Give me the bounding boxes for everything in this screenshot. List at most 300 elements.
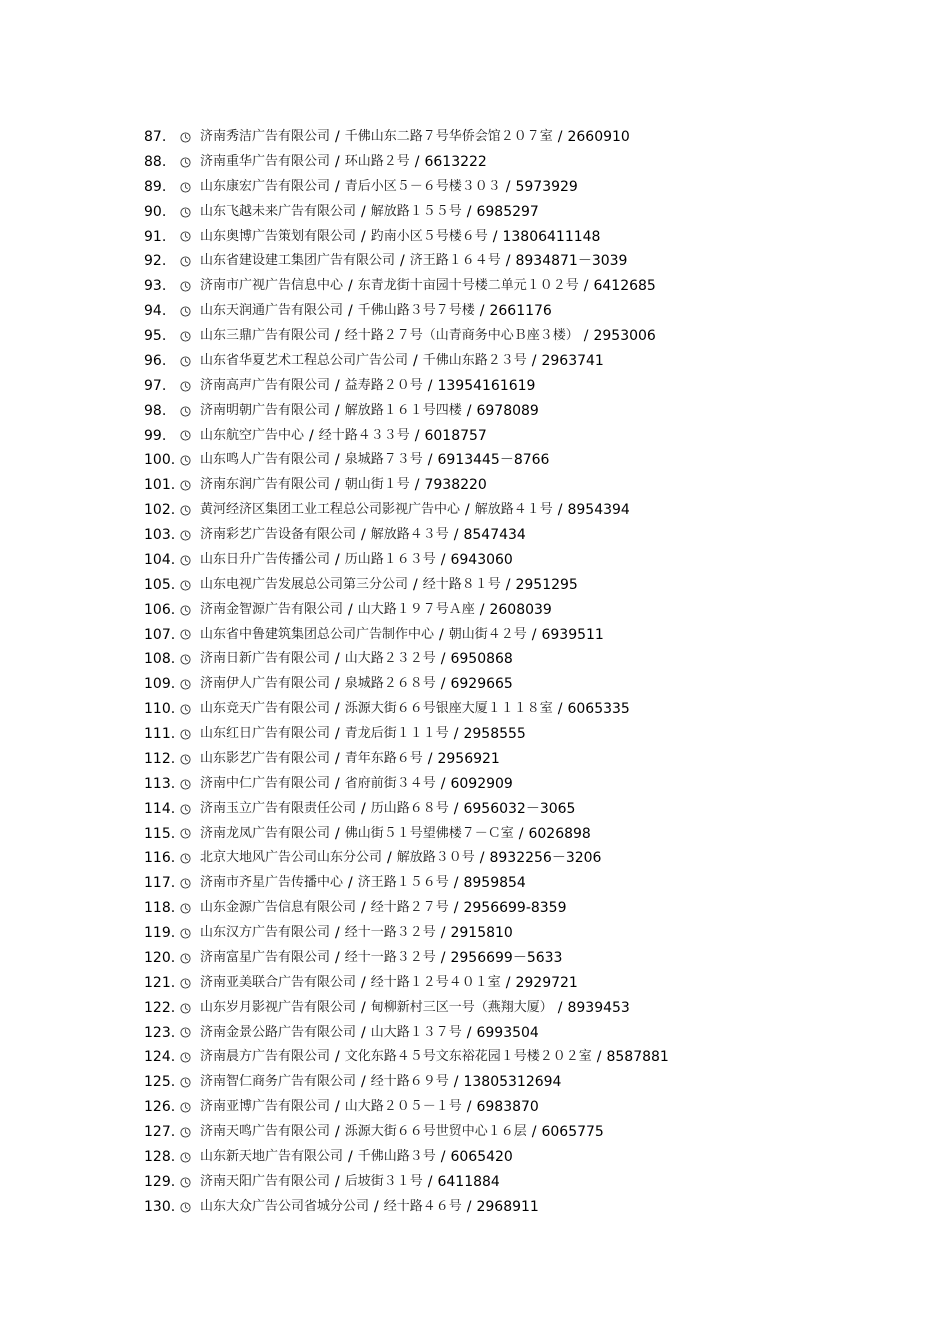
company-name: 山东奥博广告策划有限公司 bbox=[200, 228, 357, 244]
list-item bbox=[144, 225, 669, 250]
company-phone: 13954161619 bbox=[437, 377, 536, 394]
company-address: 千佛山东二路７号华侨会馆２０７室 bbox=[344, 129, 553, 144]
list-item bbox=[144, 747, 669, 772]
company-address: 经十路２７号 bbox=[370, 900, 449, 916]
company-address: 朝山街１号 bbox=[344, 477, 410, 493]
company-address: 千佛山东路２３号 bbox=[422, 352, 527, 368]
company-name: 山东航空广告中心 bbox=[200, 427, 305, 443]
company-name: 山东岁月影视广告有限公司 bbox=[200, 999, 357, 1015]
separator: / bbox=[505, 576, 511, 593]
separator: / bbox=[440, 551, 446, 568]
item-number: 102. bbox=[144, 502, 176, 519]
separator: / bbox=[427, 750, 433, 767]
separator: / bbox=[335, 775, 340, 792]
company-phone: 2915810 bbox=[450, 925, 513, 941]
company-address: 东青龙街十亩园十号楼二单元１０２号 bbox=[357, 278, 579, 294]
separator: / bbox=[453, 527, 459, 543]
separator: / bbox=[414, 477, 420, 494]
company-name: 济南市广视广告信息中心 bbox=[200, 278, 344, 294]
list-item bbox=[144, 797, 669, 822]
company-phone: 6613222 bbox=[424, 153, 487, 170]
company-address: 青年东路６号 bbox=[344, 750, 423, 766]
clock-icon bbox=[178, 555, 200, 566]
list-item bbox=[144, 200, 669, 225]
list-item bbox=[144, 150, 669, 175]
separator: / bbox=[440, 1148, 446, 1165]
company-address: 经十一路３２号 bbox=[344, 925, 436, 940]
item-number: 103. bbox=[144, 527, 176, 543]
company-phone: 2956699-8359 bbox=[463, 900, 567, 917]
company-address: 省府前街３４号 bbox=[344, 775, 436, 791]
company-name: 北京大地风广告公司山东分公司 bbox=[200, 850, 383, 866]
list-item bbox=[144, 1070, 669, 1095]
company-name: 山东鸣人广告有限公司 bbox=[200, 452, 331, 468]
item-number: 114. bbox=[144, 800, 176, 817]
clock-icon bbox=[178, 455, 200, 466]
company-name: 济南亚美联合广告有限公司 bbox=[200, 974, 357, 990]
company-address: 历山路１６３号 bbox=[344, 551, 436, 567]
clock-icon bbox=[178, 1027, 200, 1038]
clock-icon bbox=[178, 231, 200, 242]
separator: / bbox=[400, 253, 405, 270]
list-item bbox=[144, 722, 669, 747]
list-item bbox=[144, 971, 669, 996]
list-item bbox=[144, 498, 669, 523]
company-address: 青龙后街１１１号 bbox=[344, 726, 449, 741]
separator: / bbox=[361, 1024, 366, 1041]
company-address: 解放路３０号 bbox=[396, 850, 475, 866]
separator: / bbox=[361, 999, 366, 1016]
company-address: 青后小区５－６号楼３０３ bbox=[344, 178, 501, 194]
separator: / bbox=[335, 178, 340, 195]
company-address: 山大路２３２号 bbox=[344, 651, 436, 667]
company-phone: 6985297 bbox=[476, 203, 539, 220]
item-number: 97. bbox=[144, 377, 167, 394]
separator: / bbox=[557, 129, 563, 145]
company-phone: 8934871－3039 bbox=[515, 253, 628, 270]
list-item bbox=[144, 672, 669, 697]
separator: / bbox=[413, 576, 418, 593]
company-phone: 6956032－3065 bbox=[463, 800, 576, 817]
company-address: 解放路４１号 bbox=[474, 502, 553, 518]
list-item bbox=[144, 598, 669, 623]
company-phone: 2956921 bbox=[437, 750, 500, 767]
company-name: 济南天鸣广告有限公司 bbox=[200, 1124, 331, 1139]
company-name: 济南龙凤广告有限公司 bbox=[200, 825, 331, 841]
company-name: 济南伊人广告有限公司 bbox=[200, 676, 331, 692]
clock-icon bbox=[178, 629, 200, 640]
company-phone: 6411884 bbox=[437, 1173, 500, 1190]
list-item bbox=[144, 1045, 669, 1070]
company-phone: 6983870 bbox=[476, 1099, 539, 1116]
separator: / bbox=[453, 875, 459, 892]
separator: / bbox=[335, 651, 340, 668]
company-name: 山东新天地广告有限公司 bbox=[200, 1148, 344, 1164]
company-phone: 6993504 bbox=[476, 1024, 539, 1041]
separator: / bbox=[387, 850, 392, 867]
list-item bbox=[144, 523, 669, 548]
clock-icon bbox=[178, 207, 200, 218]
company-address: 经十路４３３号 bbox=[318, 427, 410, 443]
separator: / bbox=[335, 1099, 340, 1116]
list-item bbox=[144, 349, 669, 374]
clock-icon bbox=[178, 953, 200, 964]
company-address: 文化东路４５号文东裕花园１号楼２０２室 bbox=[344, 1049, 592, 1065]
company-phone: 2929721 bbox=[515, 974, 578, 991]
clock-icon bbox=[178, 331, 200, 342]
company-phone: 8932256－3206 bbox=[489, 850, 602, 867]
company-name: 山东飞越未来广告有限公司 bbox=[200, 203, 357, 219]
company-name: 山东电视广告发展总公司第三分公司 bbox=[200, 576, 409, 592]
company-address: 千佛山路３号 bbox=[357, 1148, 436, 1164]
company-address: 山大路１９７号Ａ座 bbox=[357, 601, 475, 617]
clock-icon bbox=[178, 754, 200, 765]
list-item bbox=[144, 1145, 669, 1170]
list-item bbox=[144, 697, 669, 722]
separator: / bbox=[335, 452, 340, 469]
separator: / bbox=[531, 352, 537, 369]
company-address: 山大路１３７号 bbox=[370, 1024, 462, 1040]
separator: / bbox=[557, 701, 563, 718]
item-number: 110. bbox=[144, 701, 176, 718]
separator: / bbox=[335, 701, 340, 718]
clock-icon bbox=[178, 903, 200, 914]
item-number: 91. bbox=[144, 228, 167, 245]
company-phone: 6978089 bbox=[476, 402, 539, 419]
separator: / bbox=[531, 626, 537, 643]
item-number: 119. bbox=[144, 925, 176, 941]
separator: / bbox=[414, 427, 420, 444]
company-address: 历山路６８号 bbox=[370, 800, 449, 816]
list-item bbox=[144, 1120, 669, 1145]
company-phone: 5973929 bbox=[515, 178, 578, 195]
separator: / bbox=[348, 1148, 353, 1165]
separator: / bbox=[466, 1024, 472, 1041]
separator: / bbox=[361, 974, 366, 991]
company-phone: 6065335 bbox=[567, 701, 630, 718]
company-name: 济南智仁商务广告有限公司 bbox=[200, 1074, 357, 1090]
clock-icon bbox=[178, 1152, 200, 1163]
company-address: 后坡街３１号 bbox=[344, 1173, 423, 1189]
company-phone: 2968911 bbox=[476, 1198, 539, 1215]
list-item bbox=[144, 324, 669, 349]
item-number: 93. bbox=[144, 278, 167, 295]
item-number: 109. bbox=[144, 676, 176, 693]
separator: / bbox=[361, 800, 366, 817]
item-number: 129. bbox=[144, 1173, 176, 1190]
separator: / bbox=[335, 925, 340, 941]
separator: / bbox=[440, 651, 446, 668]
clock-icon bbox=[178, 1003, 200, 1014]
list-item bbox=[144, 424, 669, 449]
separator: / bbox=[335, 825, 340, 842]
list-item bbox=[144, 448, 669, 473]
clock-icon bbox=[178, 1077, 200, 1088]
list-item bbox=[144, 299, 669, 324]
separator: / bbox=[348, 875, 353, 892]
item-number: 107. bbox=[144, 626, 176, 643]
company-name: 济南金智源广告有限公司 bbox=[200, 601, 344, 617]
company-name: 济南东润广告有限公司 bbox=[200, 477, 331, 493]
company-phone: 6412685 bbox=[593, 278, 656, 295]
separator: / bbox=[479, 601, 485, 618]
item-number: 118. bbox=[144, 900, 176, 917]
company-address: 甸柳新村三区一号（燕翔大厦） bbox=[370, 999, 553, 1015]
item-number: 130. bbox=[144, 1198, 176, 1215]
list-item bbox=[144, 871, 669, 896]
separator: / bbox=[335, 949, 340, 966]
company-address: 泺源大街６６号银座大厦１１１８室 bbox=[344, 701, 553, 717]
separator: / bbox=[505, 974, 511, 991]
separator: / bbox=[348, 303, 353, 320]
separator: / bbox=[361, 203, 366, 220]
clock-icon bbox=[178, 530, 200, 541]
company-name: 黄河经济区集团工业工程总公司影视广告中心 bbox=[200, 502, 461, 518]
clock-icon bbox=[178, 306, 200, 317]
company-address: 泉城路７３号 bbox=[344, 452, 423, 468]
item-number: 95. bbox=[144, 328, 167, 344]
company-phone: 2956699－5633 bbox=[450, 949, 563, 966]
separator: / bbox=[335, 1173, 340, 1190]
list-item bbox=[144, 772, 669, 797]
separator: / bbox=[335, 477, 340, 494]
company-address: 经十路４６号 bbox=[383, 1198, 462, 1214]
company-address: 泺源大街６６号世贸中心１６层 bbox=[344, 1124, 527, 1139]
separator: / bbox=[427, 452, 433, 469]
clock-icon bbox=[178, 256, 200, 267]
company-name: 山东天润通广告有限公司 bbox=[200, 303, 344, 319]
company-phone: 8959854 bbox=[463, 875, 526, 892]
item-number: 98. bbox=[144, 402, 167, 419]
item-number: 111. bbox=[144, 726, 176, 742]
company-phone: 6939511 bbox=[541, 626, 604, 643]
list-item bbox=[144, 573, 669, 598]
clock-icon bbox=[178, 779, 200, 790]
separator: / bbox=[439, 626, 444, 643]
clock-icon bbox=[178, 1177, 200, 1188]
separator: / bbox=[453, 726, 459, 742]
company-name: 山东大众广告公司省城分公司 bbox=[200, 1198, 370, 1214]
separator: / bbox=[413, 352, 418, 369]
separator: / bbox=[348, 601, 353, 618]
company-phone: 2608039 bbox=[489, 601, 552, 618]
list-item bbox=[144, 846, 669, 871]
clock-icon bbox=[178, 729, 200, 740]
item-number: 101. bbox=[144, 477, 176, 494]
company-phone: 6950868 bbox=[450, 651, 513, 668]
separator: / bbox=[518, 825, 524, 842]
company-name: 山东金源广告信息有限公司 bbox=[200, 900, 357, 916]
item-number: 104. bbox=[144, 551, 176, 568]
company-name: 山东竞天广告有限公司 bbox=[200, 701, 331, 717]
company-phone: 8547434 bbox=[463, 527, 526, 543]
separator: / bbox=[596, 1049, 602, 1066]
item-number: 108. bbox=[144, 651, 176, 668]
item-number: 99. bbox=[144, 427, 167, 444]
company-name: 济南市齐星广告传播中心 bbox=[200, 875, 344, 891]
separator: / bbox=[335, 153, 340, 170]
item-number: 113. bbox=[144, 775, 176, 792]
company-address: 环山路２号 bbox=[344, 153, 410, 169]
list-item bbox=[144, 1170, 669, 1195]
separator: / bbox=[427, 377, 433, 394]
separator: / bbox=[335, 551, 340, 568]
clock-icon bbox=[178, 381, 200, 392]
separator: / bbox=[361, 1074, 366, 1091]
clock-icon bbox=[178, 580, 200, 591]
company-address: 趵南小区５号楼６号 bbox=[370, 228, 488, 244]
company-phone: 6929665 bbox=[450, 676, 513, 693]
company-address: 朝山街４２号 bbox=[448, 626, 527, 642]
company-address: 济王路１６４号 bbox=[409, 253, 501, 269]
company-phone: 2958555 bbox=[463, 726, 526, 742]
clock-icon bbox=[178, 1052, 200, 1063]
company-phone: 6092909 bbox=[450, 775, 513, 792]
company-phone: 6026898 bbox=[528, 825, 591, 842]
list-item bbox=[144, 175, 669, 200]
separator: / bbox=[335, 726, 340, 742]
separator: / bbox=[335, 1049, 340, 1066]
list-item bbox=[144, 996, 669, 1021]
clock-icon bbox=[178, 1202, 200, 1213]
separator: / bbox=[335, 377, 340, 394]
separator: / bbox=[453, 800, 459, 817]
item-number: 89. bbox=[144, 178, 167, 195]
item-number: 126. bbox=[144, 1099, 176, 1116]
company-name: 山东影艺广告有限公司 bbox=[200, 750, 331, 766]
separator: / bbox=[505, 178, 511, 195]
clock-icon bbox=[178, 704, 200, 715]
item-number: 116. bbox=[144, 850, 176, 867]
separator: / bbox=[466, 1099, 472, 1116]
separator: / bbox=[440, 949, 446, 966]
separator: / bbox=[505, 253, 511, 270]
separator: / bbox=[557, 502, 563, 519]
company-name: 济南金景公路广告有限公司 bbox=[200, 1024, 357, 1040]
separator: / bbox=[465, 502, 470, 519]
company-name: 济南彩艺广告设备有限公司 bbox=[200, 527, 357, 542]
company-address: 济王路１５６号 bbox=[357, 875, 449, 891]
company-address: 泉城路２６８号 bbox=[344, 676, 436, 692]
list-item bbox=[144, 125, 669, 150]
item-number: 127. bbox=[144, 1124, 176, 1140]
company-name: 济南富星广告有限公司 bbox=[200, 949, 331, 965]
company-name: 济南明朝广告有限公司 bbox=[200, 402, 331, 418]
company-name: 济南亚博广告有限公司 bbox=[200, 1099, 331, 1115]
clock-icon bbox=[178, 679, 200, 690]
separator: / bbox=[466, 402, 472, 419]
separator: / bbox=[557, 999, 563, 1016]
separator: / bbox=[427, 1173, 433, 1190]
company-phone: 6018757 bbox=[424, 427, 487, 444]
list-item bbox=[144, 647, 669, 672]
list-item bbox=[144, 548, 669, 573]
separator: / bbox=[453, 900, 459, 917]
company-name: 山东汉方广告有限公司 bbox=[200, 925, 331, 940]
separator: / bbox=[583, 328, 589, 344]
separator: / bbox=[335, 402, 340, 419]
separator: / bbox=[453, 1074, 459, 1091]
list-item bbox=[144, 822, 669, 847]
item-number: 88. bbox=[144, 153, 167, 170]
company-name: 山东红日广告有限公司 bbox=[200, 726, 331, 741]
clock-icon bbox=[178, 828, 200, 839]
separator: / bbox=[361, 527, 366, 543]
clock-icon bbox=[178, 406, 200, 417]
clock-icon bbox=[178, 928, 200, 939]
company-name: 济南秀洁广告有限公司 bbox=[200, 129, 331, 144]
item-number: 128. bbox=[144, 1148, 176, 1165]
company-address: 解放路４３号 bbox=[370, 527, 449, 542]
item-number: 96. bbox=[144, 352, 167, 369]
company-name: 济南重华广告有限公司 bbox=[200, 153, 331, 169]
company-phone: 7938220 bbox=[424, 477, 487, 494]
separator: / bbox=[335, 750, 340, 767]
clock-icon bbox=[178, 480, 200, 491]
company-name: 济南日新广告有限公司 bbox=[200, 651, 331, 667]
company-address: 经十路１２号４０１室 bbox=[370, 974, 501, 990]
company-phone: 6943060 bbox=[450, 551, 513, 568]
company-phone: 8587881 bbox=[606, 1049, 669, 1066]
item-number: 105. bbox=[144, 576, 176, 593]
company-name: 山东省中鲁建筑集团总公司广告制作中心 bbox=[200, 626, 435, 642]
company-phone: 8954394 bbox=[567, 502, 630, 519]
company-name: 济南天阳广告有限公司 bbox=[200, 1173, 331, 1189]
separator: / bbox=[466, 1198, 472, 1215]
item-number: 120. bbox=[144, 949, 176, 966]
company-name: 山东康宏广告有限公司 bbox=[200, 178, 331, 194]
separator: / bbox=[348, 278, 353, 295]
company-phone: 8939453 bbox=[567, 999, 630, 1016]
list-item bbox=[144, 1021, 669, 1046]
company-address: 解放路１６１号四楼 bbox=[344, 402, 462, 418]
item-number: 100. bbox=[144, 452, 176, 469]
company-name: 山东日升广告传播公司 bbox=[200, 551, 331, 567]
company-list bbox=[144, 125, 669, 1220]
item-number: 121. bbox=[144, 974, 176, 991]
company-address: 益寿路２０号 bbox=[344, 377, 423, 393]
item-number: 106. bbox=[144, 601, 176, 618]
company-phone: 6913445－8766 bbox=[437, 452, 550, 469]
company-address: 经十路６９号 bbox=[370, 1074, 449, 1090]
list-item bbox=[144, 921, 669, 946]
separator: / bbox=[466, 203, 472, 220]
list-item bbox=[144, 896, 669, 921]
item-number: 92. bbox=[144, 253, 167, 270]
clock-icon bbox=[178, 804, 200, 815]
list-item bbox=[144, 274, 669, 299]
company-address: 千佛山路３号７号楼 bbox=[357, 303, 475, 319]
item-number: 123. bbox=[144, 1024, 176, 1041]
clock-icon bbox=[178, 1102, 200, 1113]
list-item bbox=[144, 399, 669, 424]
company-address: 山大路２０５－１号 bbox=[344, 1099, 462, 1115]
company-phone: 2661176 bbox=[489, 303, 552, 320]
separator: / bbox=[335, 676, 340, 693]
separator: / bbox=[479, 303, 485, 320]
separator: / bbox=[361, 900, 366, 917]
clock-icon bbox=[178, 182, 200, 193]
clock-icon bbox=[178, 1127, 200, 1138]
company-phone: 13805312694 bbox=[463, 1074, 562, 1091]
list-item bbox=[144, 374, 669, 399]
list-item bbox=[144, 1195, 669, 1220]
company-name: 山东省建设建工集团广告有限公司 bbox=[200, 253, 396, 269]
item-number: 87. bbox=[144, 129, 167, 145]
company-name: 济南玉立广告有限责任公司 bbox=[200, 800, 357, 816]
company-address: 经十一路３２号 bbox=[344, 949, 436, 965]
company-name: 济南高声广告有限公司 bbox=[200, 377, 331, 393]
